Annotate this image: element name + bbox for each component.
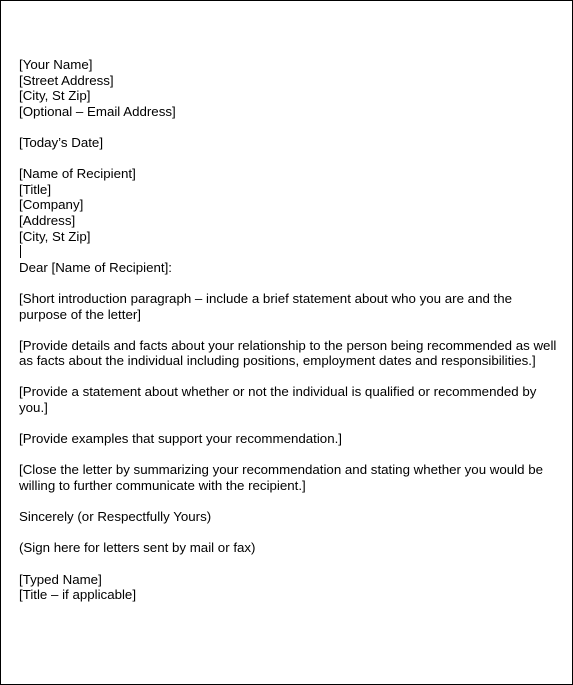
paragraph-closing: [Close the letter by summarizing your recommendation and stating whether you would be willing to further communicate with the recipient.]: [19, 462, 544, 494]
blank-line: [19, 322, 559, 338]
typed-name: [Typed Name]: [19, 571, 102, 587]
recipient-title: [Title]: [19, 181, 52, 197]
sender-city: [City, St Zip]: [19, 88, 91, 104]
salutation: Dear [Name of Recipient]:: [19, 259, 172, 275]
blank-line: [19, 369, 559, 385]
signature-note: (Sign here for letters sent by mail or fax): [19, 540, 256, 556]
blank-line: [19, 416, 559, 432]
paragraph-relationship: [Provide details and facts about your relationship to the person being recommended as well as facts about the individual including positions, employment dates and responsibilities.]: [19, 337, 557, 369]
sender-email: [Optional – Email Address]: [19, 103, 176, 119]
closing: Sincerely (or Respectfully Yours): [19, 509, 212, 525]
paragraph-introduction: [Short introduction paragraph – include a brief statement about who you are and the purpose of the letter]: [19, 290, 513, 322]
typed-title: [Title – if applicable]: [19, 587, 137, 603]
text-cursor: [20, 245, 21, 258]
blank-line: [19, 119, 559, 135]
letter-body[interactable]: [19, 57, 559, 603]
paragraph-examples: [Provide examples that support your recommendation.]: [19, 431, 342, 447]
blank-line: [19, 447, 559, 463]
blank-line: [19, 151, 559, 167]
recipient-city: [City, St Zip]: [19, 228, 91, 244]
blank-line: [19, 494, 559, 510]
recipient-name: [Name of Recipient]: [19, 166, 136, 182]
sender-block: [19, 57, 559, 119]
sender-name: [Your Name]: [19, 57, 93, 72]
letter-date: [Today’s Date]: [19, 134, 104, 150]
blank-line: [19, 525, 559, 541]
recipient-company: [Company]: [19, 197, 84, 213]
recipient-address: [Address]: [19, 212, 76, 228]
sender-street: [Street Address]: [19, 72, 114, 88]
text-cursor-line: [19, 244, 559, 260]
blank-line: [19, 556, 559, 572]
recipient-block: [19, 166, 559, 244]
paragraph-qualification: [Provide a statement about whether or not the individual is qualified or recommended by you.]: [19, 384, 537, 416]
blank-line: [19, 275, 559, 291]
